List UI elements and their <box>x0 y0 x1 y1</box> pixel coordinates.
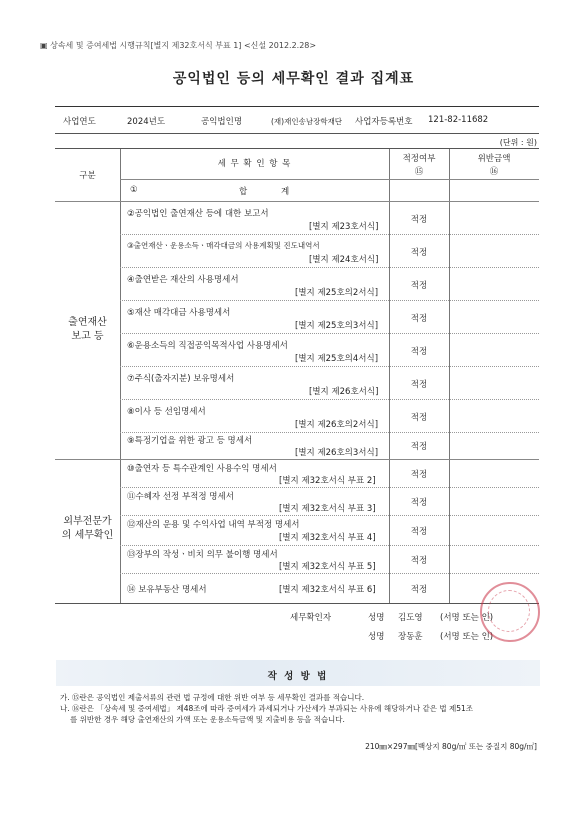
signature-placeholder: (서명 또는 인) <box>440 613 494 623</box>
table-row-status: 적정 <box>410 380 428 390</box>
row-divider <box>120 399 539 400</box>
row-divider <box>55 201 539 202</box>
form-reference-note: ▣ 상속세 및 증여세법 시행규칙[별지 제32호서식 부표 1] <신설 2012.2.28> <box>40 41 317 50</box>
table-row-status: 적정 <box>410 498 428 508</box>
total-label: 합 <box>239 187 248 197</box>
table-row-form: [별지 제24호서식] <box>309 255 379 265</box>
group-label: 출연재산 <box>68 317 107 328</box>
name-label: 성명 <box>368 613 385 623</box>
info-row <box>55 106 539 134</box>
table-row-item: ⑩출연자 등 특수관계인 사용수익 명세서 <box>127 464 277 474</box>
row-divider <box>120 487 539 488</box>
table-row-status: 적정 <box>410 585 428 595</box>
items-header: 세 무 확 인 항 목 <box>217 159 292 169</box>
seal-stamp-inner-icon <box>488 590 530 632</box>
instructions-title: 작 성 방 법 <box>267 671 329 682</box>
row-divider <box>120 179 539 180</box>
reviewer-name-2: 장동훈 <box>398 632 423 642</box>
compliance-header: 적정여부 <box>402 154 436 164</box>
table-row-form: [별지 제32호서식 부표 3] <box>279 504 376 514</box>
table-row-item: ⑥운용소득의 직접공익목적사업 사용명세서 <box>127 341 288 351</box>
row-divider <box>120 366 539 367</box>
group-label: 의 세무확인 <box>61 530 114 541</box>
row-divider <box>120 300 539 301</box>
table-row-form: [별지 제25호의2서식] <box>295 288 379 298</box>
col-divider <box>449 149 450 603</box>
col-divider <box>120 149 121 603</box>
compliance-num: ⑮ <box>414 167 424 177</box>
table-row-form: [별지 제32호서식 부표 2] <box>279 476 376 486</box>
table-row-form: [별지 제23호서식] <box>309 222 379 232</box>
category-header: 구분 <box>79 171 96 181</box>
table-row-form: [별지 제32호서식 부표 6] <box>279 585 376 595</box>
results-table <box>55 148 539 604</box>
page-title: 공익법인 등의 세무확인 결과 집계표 <box>172 71 415 87</box>
table-row-item: ⑪수혜자 선정 부적정 명세서 <box>127 492 234 502</box>
table-row-status: 적정 <box>410 281 428 291</box>
row-divider <box>120 545 539 546</box>
group-label: 보고 등 <box>71 331 104 342</box>
table-row-form: [별지 제26호의3서식] <box>295 448 379 458</box>
table-row-status: 적정 <box>410 413 428 423</box>
table-row-item: ②공익법인 출연재산 등에 대한 보고서 <box>127 209 269 219</box>
year-value: 2024년도 <box>127 117 166 127</box>
violation-num: ⑯ <box>489 167 499 177</box>
table-row-status: 적정 <box>410 314 428 324</box>
row-divider <box>120 234 539 235</box>
table-row-item: ⑧이사 등 선임명세서 <box>127 407 206 417</box>
instruction-note: 나. ⑯란은 「상속세 및 증여세법」 제48조에 따라 증여세가 과세되거나 가산세가 부과되는 사유에 해당하거나 같은 법 제51조 <box>60 704 473 713</box>
table-row-item: ⑤재산 매각대금 사용명세서 <box>127 308 231 318</box>
corp-label: 공익법인명 <box>201 117 243 127</box>
row-divider <box>120 333 539 334</box>
signature-placeholder: (서명 또는 인) <box>440 632 494 642</box>
total-num: ① <box>130 185 138 195</box>
row-divider <box>120 432 539 433</box>
row-divider <box>120 267 539 268</box>
table-row-form: [별지 제25호의3서식] <box>295 321 379 331</box>
table-row-item: ③출연재산ㆍ운용소득ㆍ매각대금의 사용계획및 진도내역서 <box>127 241 320 250</box>
reviewer-name-1: 김도영 <box>398 613 423 623</box>
table-row-status: 적정 <box>410 556 428 566</box>
table-row-status: 적정 <box>410 215 428 225</box>
total-label: 계 <box>281 187 290 197</box>
row-divider <box>120 515 539 516</box>
instruction-note: 를 위반한 경우 해당 출연재산의 가액 또는 운용소득금액 및 지출비용 등을 적습니다. <box>70 715 345 724</box>
table-row-status: 적정 <box>410 470 428 480</box>
instruction-note: 가. ⑮란은 공익법인 제출서류의 관련 법 규정에 대한 위반 여부 등 세무확인 결과를 적습니다. <box>60 693 365 702</box>
violation-header: 위반금액 <box>477 154 511 164</box>
table-row-status: 적정 <box>410 347 428 357</box>
reviewer-label: 세무확인자 <box>290 613 332 623</box>
year-label: 사업연도 <box>63 117 96 127</box>
table-row-item: ⑫재산의 운용 및 수익사업 내역 부적정 명세서 <box>127 520 300 530</box>
reg-label: 사업자등록번호 <box>355 117 413 127</box>
reg-value: 121-82-11682 <box>428 115 489 125</box>
unit-label: (단위 : 원) <box>499 138 537 147</box>
table-row-form: [별지 제26호의2서식] <box>295 420 379 430</box>
table-row-item: ⑨특정기업을 위한 광고 등 명세서 <box>127 436 253 446</box>
table-row-item: ⑭ 보유부동산 명세서 <box>127 585 207 595</box>
table-row-form: [별지 제32호서식 부표 4] <box>279 533 376 543</box>
table-row-item: ⑬장부의 작성ㆍ비치 의무 불이행 명세서 <box>127 550 278 560</box>
table-row-form: [별지 제26호서식] <box>309 387 379 397</box>
corp-value: (재)재인송남장학재단 <box>271 117 343 126</box>
table-row-status: 적정 <box>410 248 428 258</box>
table-row-item: ⑦주식(출자지분) 보유명세서 <box>127 374 235 384</box>
table-row-form: [별지 제32호서식 부표 5] <box>279 562 376 572</box>
group-label: 외부전문가 <box>63 516 112 527</box>
row-divider <box>120 573 539 574</box>
row-divider <box>55 459 539 460</box>
table-row-status: 적정 <box>410 442 428 452</box>
instructions-notes <box>60 692 540 725</box>
paper-spec: 210㎜×297㎜[백상지 80g/㎡ 또는 중질지 80g/㎡] <box>365 742 537 751</box>
table-row-form: [별지 제25호의4서식] <box>295 354 379 364</box>
table-row-item: ④출연받은 재산의 사용명세서 <box>127 275 239 285</box>
table-row-status: 적정 <box>410 527 428 537</box>
name-label: 성명 <box>368 632 385 642</box>
